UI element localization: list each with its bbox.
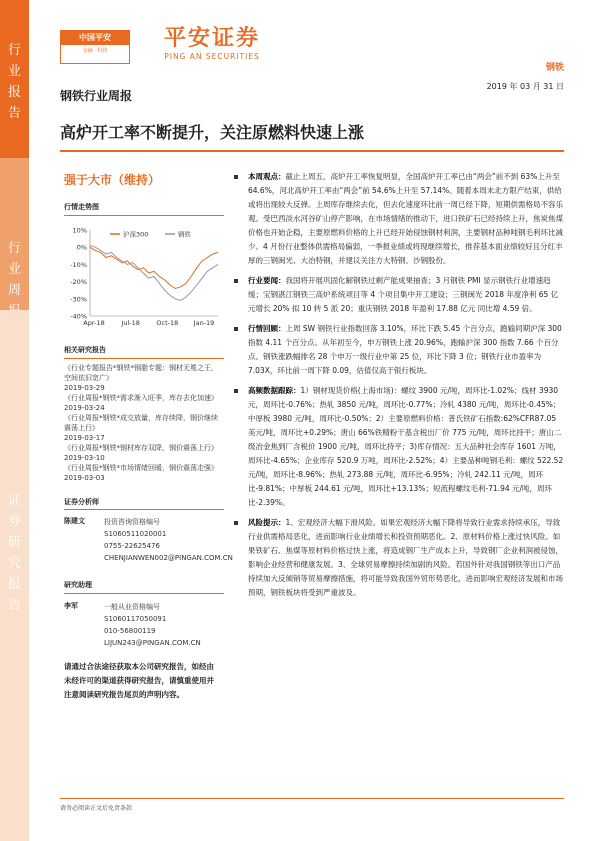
related-item[interactable]: 《行业专题报告*钢铁*钢脂专题：钢材无冕之王，空间依旧宽广》 2019-03-29	[64, 364, 218, 392]
analyst-license-label: 投资咨询资格编号	[104, 518, 160, 526]
section-high-frequency-data	[232, 384, 565, 510]
section-weekly-view	[232, 170, 565, 268]
analyst-title: 证券分析师	[64, 498, 99, 506]
sidebar-char: 券	[7, 514, 21, 529]
sidebar-char: 业	[7, 64, 21, 79]
analyst-divider	[64, 509, 224, 510]
analyst-name: 陈建文	[64, 517, 85, 525]
assistant-email[interactable]: LIJUN243@PINGAN.COM.CN	[104, 639, 201, 647]
sidebar-char: 告	[7, 598, 21, 613]
assistant-license-number: S1060117050091	[104, 615, 167, 623]
rating-label: 强于大市（维持）	[64, 173, 161, 187]
report-type: 钢铁行业周报	[60, 89, 133, 103]
assistant-divider	[64, 593, 224, 594]
sidebar-char: 周	[7, 283, 21, 298]
disclaimer-text: 请通过合法途径获取本公司研究报告，如经由未经许可的渠道获得研究报告，请慎重使用并注意阅读研究报告尾页的声明内容。	[64, 662, 214, 699]
logo-group-subtext: 金融 · 科技	[82, 48, 108, 54]
logo-main-text: 平安证券	[164, 26, 261, 51]
y-tick-label: -40%	[70, 312, 87, 321]
assistant-name: 李军	[64, 602, 78, 610]
y-tick-label: -10%	[70, 260, 87, 269]
section-body: 截止上周五，高炉开工率恢复明显，全国高炉开工率已由“两会”前不到 63%上升至 64.6%，河北高炉开工率由“两会”前 54.6%上升至 57.14%。随着本周末北方限产结束，供给或将出现较大反弹。上周库存继续去化，但去化速度环比前一周已经下降，短期供需格局不容乐观。受巴西淡水河谷矿山停产影响，在市场情绪的推动下，进口铁矿石已经持续上升，焦炭焦煤价格也开始企稳，主要原燃料价格的上升已经开始侵蚀钢材利润，主要钢材品种吨钢毛利环比减少。4 月份行业整体供需格局偏弱，一季报业绩或将现继续增长，推荐基本面业绩较好且分红丰厚的三钢闽光、大冶特钢，并建议关注方大特钢、沙钢股份。	[248, 172, 563, 265]
related-divider	[64, 358, 224, 359]
section-industry-news	[232, 274, 565, 316]
sidebar-char: 究	[7, 556, 21, 571]
section-market-review	[232, 322, 565, 378]
x-tick-label: Jul-18	[121, 319, 140, 327]
section-head: 本周观点：	[248, 172, 286, 181]
assistant-info	[104, 601, 204, 649]
assistant-title: 研究助理	[64, 581, 92, 589]
sidebar-block-weekly	[0, 158, 29, 310]
sidebar-char: 业	[7, 262, 21, 277]
bullet-icon	[234, 389, 238, 393]
y-tick-label: -30%	[70, 295, 87, 304]
section-head: 风险提示：	[248, 518, 286, 527]
x-tick-label: Apr-18	[83, 319, 105, 327]
chart-title: 行情走势图	[64, 203, 99, 211]
analyst-phone: 0755-22625476	[104, 542, 160, 550]
sector-label: 钢铁	[545, 63, 564, 73]
bullet-icon	[234, 327, 238, 331]
logo-main-english: PING AN SECURITIES	[164, 52, 260, 61]
assistant-license-label: 一般从业资格编号	[104, 603, 160, 611]
section-head: 行业要闻：	[248, 276, 286, 285]
sidebar-char: 报	[7, 85, 21, 100]
title-divider	[60, 150, 564, 152]
y-tick-label: -20%	[70, 278, 87, 287]
related-item[interactable]: 《行业周报*钢铁*需求渐入旺季，库存去化加速》 2019-03-24	[64, 394, 218, 412]
sidebar-char: 研	[7, 535, 21, 550]
market-trend-chart	[60, 222, 230, 334]
related-item[interactable]: 《行业周报*钢铁*成交放量，库存续降，钢价继续震荡上行》 2019-03-17	[64, 414, 218, 442]
footer-divider	[60, 798, 564, 799]
series-line-steel	[90, 246, 218, 301]
analyst-email[interactable]: CHENJIANWEN002@PINGAN.COM.CN	[104, 554, 233, 562]
pingan-securities-logo	[164, 26, 260, 61]
report-date: 2019 年 03 月 31 日	[486, 82, 564, 91]
related-list	[64, 363, 224, 483]
analyst-license-number: S1060511020001	[104, 530, 167, 538]
sidebar-char: 行	[7, 241, 21, 256]
analyst-info	[104, 516, 233, 564]
section-body: 上周 SW 钢铁行业指数回落 3.10%，环比下跌 5.45 个百分点，跑输同期沪深 300 指数 4.11 个百分点。从年初至今，申万钢铁上涨 20.96%，跑输沪深 300 指数 7.66 个百分点。钢铁涨跌幅排名 28 个申万一级行业中第 25 位，环比下降 3 位；钢铁行业市盈率为 7.03X，环比前一周下降 0.09，估值仅高于银行板块。	[248, 324, 562, 375]
footer-text: 请务必阅读正文后免责条款	[60, 805, 133, 812]
sidebar-char: 证	[7, 493, 21, 508]
related-item[interactable]: 《行业周报*钢铁*钢材库存双降，钢价震荡上行》 2019-03-10	[64, 444, 218, 462]
x-tick-label: Oct-18	[156, 319, 179, 327]
section-body: 1）钢材现货价格(上海市场)：螺纹 3900 元/吨，周环比-1.02%；线材 3930 元，周环比-0.76%；热轧 3850 元/吨，周环比-0.77%；冷轧 4380 元/吨，周环比-0.45%；中厚板 3980 元/吨，周环比-0.50%；2）主要原燃料价格：普氏铁矿石指数:62%CFR87.05 美元/吨，周环比+0.29%；唐山 66%铁精粉干基含税出厂价 775 元/吨，周环比持平；唐山二级冶金焦到厂含税价 1900 元/吨，周环比持平；3)库存情况：五大品种社会库存 1601 万吨，周环比-4.65%；企业库存 520.9 万吨，周环比-2.52%；4）主要品种吨钢毛利：螺纹 522.52 元/吨，周环比-8.96%；热轧 273.88 元/吨，周环比-6.95%；冷轧 242.11 元/吨，周环比-9.81%；中厚板 244.61 元/吨，周环比+13.13%；短流程螺纹毛利-71.94 元/吨，周环比-2.39%。	[248, 386, 564, 507]
logo-group-text: 中国平安	[61, 31, 129, 45]
sidebar-block-industry-report	[0, 0, 29, 158]
legend-label: 沪深300	[123, 230, 149, 239]
sidebar-block-research	[0, 310, 29, 841]
y-tick-label: 0%	[76, 243, 87, 252]
section-head: 高频数据跟踪：	[248, 386, 301, 395]
sidebar-char: 报	[7, 577, 21, 592]
section-risk-warning	[232, 516, 565, 600]
section-head: 行情回顾：	[248, 324, 286, 333]
related-title: 相关研究报告	[64, 346, 106, 354]
section-body: 1、宏观经济大幅下滑风险。如果宏观经济大幅下降将导致行业需求持续承压，导致行业供需格局恶化，进而影响行业业绩增长和投资预期恶化。2、原材料价格上涨过快风险。如果铁矿石、焦煤等原材料价格过快上涨，将造成钢厂生产成本上升，导致钢厂企业利润被侵蚀，影响企业经营和健康发展。3、全球贸易摩擦持续加剧的风险。若国外针对我国钢铁等出口产品持续加大反倾销等贸易摩擦措施，将可能导致我国外贸形势恶化，进而影响宏观经济发展和市场预期，钢铁板块将受到严重波及。	[248, 518, 563, 597]
main-content	[232, 170, 565, 600]
bullet-icon	[234, 521, 238, 525]
bullet-icon	[234, 175, 238, 179]
sidebar-char: 告	[7, 106, 21, 121]
chart-divider	[64, 215, 224, 216]
related-item[interactable]: 《行业周报*钢铁*市场情绪回暖，钢价震荡走强》 2019-03-03	[64, 464, 218, 482]
x-tick-label: Jan-19	[193, 319, 215, 327]
page-title: 高炉开工率不断提升，关注原燃料快速上涨	[60, 123, 365, 142]
assistant-phone: 010-56800119	[104, 627, 156, 635]
legend-label: 钢铁	[178, 230, 191, 239]
bullet-icon	[234, 279, 238, 283]
section-body: 我国将开展巩固化解钢铁过剩产能成果抽查；3 月钢铁 PMI 显示钢铁行业增速趋缓；宝钢湛江钢铁三高炉系统项目等 4 个项目集中开工建设；三钢闽光 2018 年度净利 65 亿元增长 20% 拟 10 转 5 派 20；重庆钢铁 2018 年盈利 17.88 亿元 同比增 4.59 倍。	[248, 276, 559, 313]
sidebar-char: 行	[7, 43, 21, 58]
y-tick-label: 10%	[72, 226, 87, 235]
pingan-group-logo	[60, 30, 130, 64]
